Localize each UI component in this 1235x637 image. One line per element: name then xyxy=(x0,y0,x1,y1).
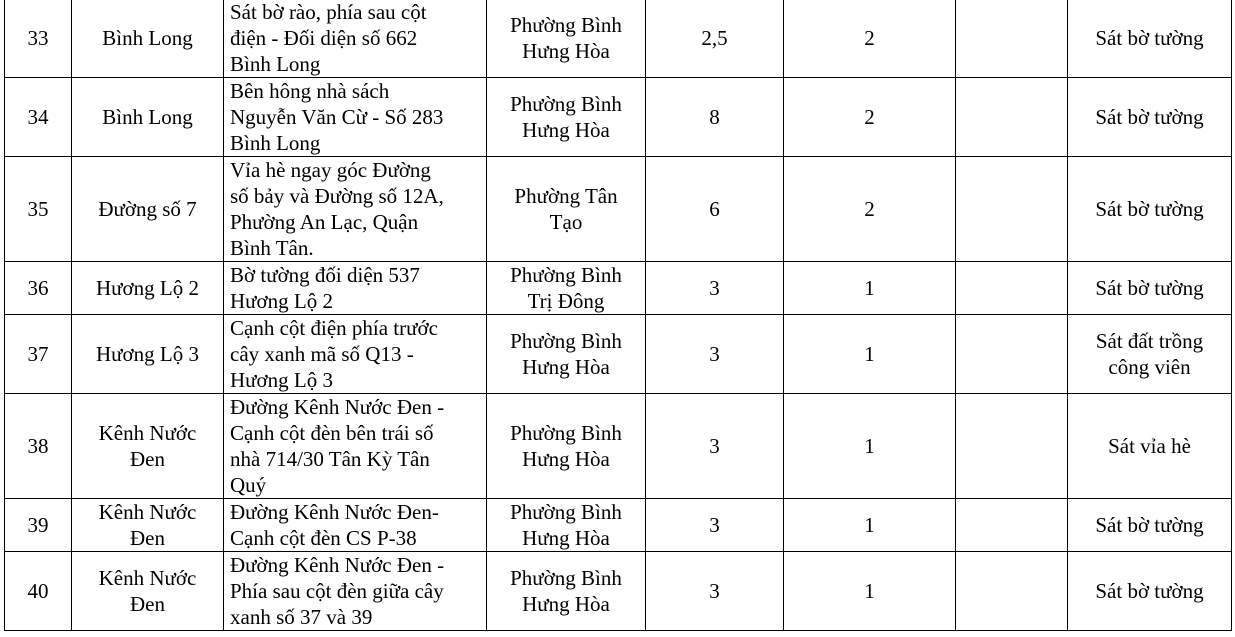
cell-stt: 33 xyxy=(5,0,72,78)
cell-note: Sát đất trồng công viên xyxy=(1068,315,1232,394)
cell-length: 3 xyxy=(646,262,784,315)
cell-empty xyxy=(956,157,1068,262)
cell-ward: Phường Bình Hưng Hòa xyxy=(487,394,646,499)
cell-stt: 37 xyxy=(5,315,72,394)
cell-ward: Phường Bình Hưng Hòa xyxy=(487,499,646,552)
cell-note: Sát bờ tường xyxy=(1068,552,1232,631)
cell-location: Vỉa hè ngay góc Đường số bảy và Đường số 12A, Phường An Lạc, Quận Bình Tân. xyxy=(224,157,487,262)
cell-location: Cạnh cột điện phía trước cây xanh mã số Q13 - Hương Lộ 3 xyxy=(224,315,487,394)
cell-length: 3 xyxy=(646,499,784,552)
table-row xyxy=(5,315,1232,394)
cell-stt: 35 xyxy=(5,157,72,262)
cell-note: Sát bờ tường xyxy=(1068,0,1232,78)
cell-length: 6 xyxy=(646,157,784,262)
cell-width: 1 xyxy=(784,262,956,315)
cell-street: Kênh Nước Đen xyxy=(72,499,224,552)
cell-empty xyxy=(956,78,1068,157)
location-table xyxy=(4,0,1232,631)
table-row xyxy=(5,552,1232,631)
cell-empty xyxy=(956,499,1068,552)
cell-location: Bờ tường đối diện 537 Hương Lộ 2 xyxy=(224,262,487,315)
cell-ward: Phường Bình Hưng Hòa xyxy=(487,0,646,78)
cell-street: Bình Long xyxy=(72,78,224,157)
cell-empty xyxy=(956,552,1068,631)
cell-length: 3 xyxy=(646,552,784,631)
cell-width: 2 xyxy=(784,78,956,157)
cell-street: Kênh Nước Đen xyxy=(72,394,224,499)
cell-stt: 34 xyxy=(5,78,72,157)
cell-empty xyxy=(956,0,1068,78)
cell-width: 1 xyxy=(784,315,956,394)
table-row xyxy=(5,78,1232,157)
cell-stt: 39 xyxy=(5,499,72,552)
table-row xyxy=(5,157,1232,262)
table-row xyxy=(5,394,1232,499)
cell-note: Sát bờ tường xyxy=(1068,499,1232,552)
cell-street: Kênh Nước Đen xyxy=(72,552,224,631)
cell-stt: 36 xyxy=(5,262,72,315)
cell-length: 3 xyxy=(646,394,784,499)
cell-width: 2 xyxy=(784,157,956,262)
cell-empty xyxy=(956,315,1068,394)
cell-street: Bình Long xyxy=(72,0,224,78)
cell-location: Đường Kênh Nước Đen - Phía sau cột đèn giữa cây xanh số 37 và 39 xyxy=(224,552,487,631)
cell-width: 1 xyxy=(784,394,956,499)
cell-ward: Phường Bình Hưng Hòa xyxy=(487,315,646,394)
table-row xyxy=(5,499,1232,552)
cell-note: Sát bờ tường xyxy=(1068,262,1232,315)
table-body xyxy=(5,0,1232,631)
cell-empty xyxy=(956,394,1068,499)
cell-location: Đường Kênh Nước Đen- Cạnh cột đèn CS P-38 xyxy=(224,499,487,552)
cell-stt: 38 xyxy=(5,394,72,499)
cell-ward: Phường Bình Hưng Hòa xyxy=(487,78,646,157)
cell-width: 2 xyxy=(784,0,956,78)
cell-street: Đường số 7 xyxy=(72,157,224,262)
cell-length: 3 xyxy=(646,315,784,394)
cell-width: 1 xyxy=(784,552,956,631)
cell-location: Bên hông nhà sách Nguyễn Văn Cừ - Số 283 Bình Long xyxy=(224,78,487,157)
cell-stt: 40 xyxy=(5,552,72,631)
cell-note: Sát bờ tường xyxy=(1068,157,1232,262)
cell-empty xyxy=(956,262,1068,315)
cell-length: 2,5 xyxy=(646,0,784,78)
cell-ward: Phường Bình Hưng Hòa xyxy=(487,552,646,631)
cell-street: Hương Lộ 2 xyxy=(72,262,224,315)
cell-note: Sát bờ tường xyxy=(1068,78,1232,157)
cell-street: Hương Lộ 3 xyxy=(72,315,224,394)
cell-note: Sát vỉa hè xyxy=(1068,394,1232,499)
cell-length: 8 xyxy=(646,78,784,157)
cell-ward: Phường Tân Tạo xyxy=(487,157,646,262)
cell-location: Đường Kênh Nước Đen - Cạnh cột đèn bên trái số nhà 714/30 Tân Kỳ Tân Quý xyxy=(224,394,487,499)
table-row xyxy=(5,262,1232,315)
cell-location: Sát bờ rào, phía sau cột điện - Đối diện số 662 Bình Long xyxy=(224,0,487,78)
table-row xyxy=(5,0,1232,78)
cell-width: 1 xyxy=(784,499,956,552)
cell-ward: Phường Bình Trị Đông xyxy=(487,262,646,315)
